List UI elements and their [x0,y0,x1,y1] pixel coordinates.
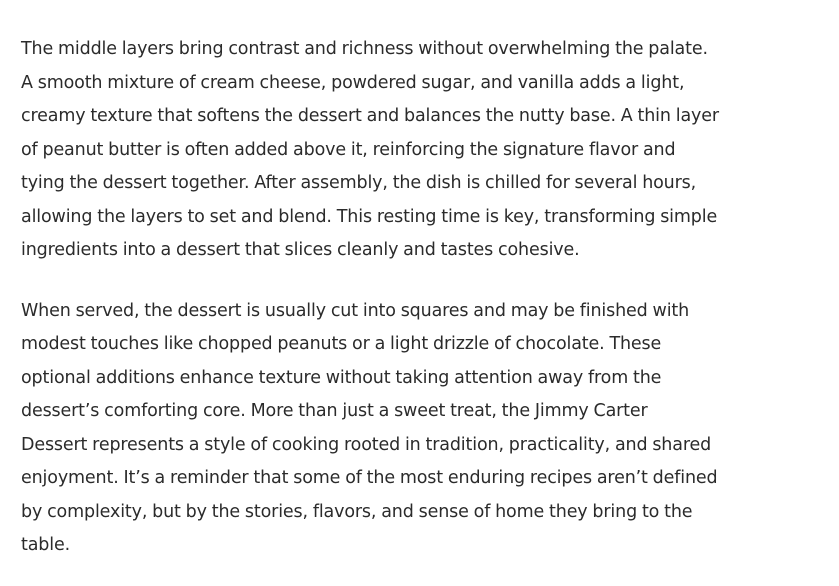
paragraph-line: modest touches like chopped peanuts or a light drizzle of chocolate. These [21,334,662,354]
paragraph-line: creamy texture that softens the dessert and balances the nutty base. A thin layer [21,106,719,126]
paragraph-2 [21,295,761,563]
paragraph-line: When served, the dessert is usually cut into squares and may be finished with [21,300,690,321]
paragraph-line: enjoyment. It’s a reminder that some of the most enduring recipes aren’t defined [21,468,718,488]
paragraph-line: A smooth mixture of cream cheese, powdered sugar, and vanilla adds a light, [21,72,685,93]
paragraph-line: ingredients into a dessert that slices cleanly and tastes cohesive. [21,240,580,260]
paragraph-line: table. [21,535,70,555]
paragraph-line: allowing the layers to set and blend. This resting time is key, transforming simple [21,206,718,227]
paragraph-line: dessert’s comforting core. More than just a sweet treat, the Jimmy Carter [21,401,648,421]
paragraph-line: tying the dessert together. After assembly, the dish is chilled for several hours, [21,173,697,193]
paragraph-line: Dessert represents a style of cooking rooted in tradition, practicality, and shared [21,434,712,455]
paragraph-1 [21,33,761,268]
paragraph-line: by complexity, but by the stories, flavors, and sense of home they bring to the [21,501,693,522]
paragraph-line: optional additions enhance texture without taking attention away from the [21,367,662,388]
article-body [21,33,761,563]
paragraph-line: of peanut butter is often added above it, reinforcing the signature flavor and [21,139,676,160]
paragraph-line: The middle layers bring contrast and richness without overwhelming the palate. [21,39,708,59]
